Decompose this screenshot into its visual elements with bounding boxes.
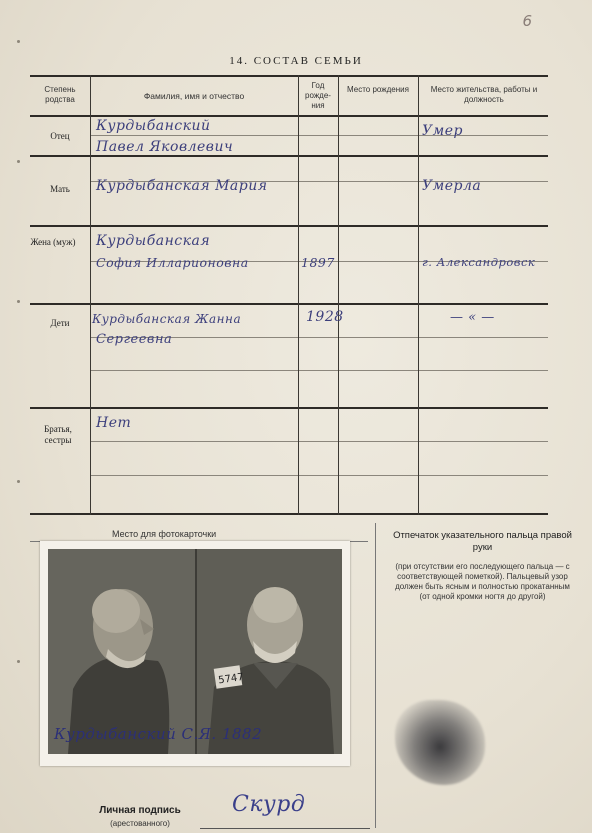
- row-label-father: Отец: [50, 131, 70, 141]
- family-table: [30, 75, 548, 515]
- spouse-surname: Курдыбанская: [96, 233, 211, 249]
- child-residence: — « —: [450, 310, 495, 325]
- margin-dot: [17, 40, 20, 43]
- fingerprint-border: [375, 523, 376, 828]
- fingerprint-instructions: (при отсутствии его последующего пальца — с соответствующей пометкой). Пальцевый узор должен быть ясным и полностью прокатанным (от одной кромки ногтя до другой): [395, 562, 570, 601]
- father-given-names: Павел Яковлевич: [96, 139, 234, 155]
- margin-dot: [17, 300, 20, 303]
- signature-handwriting: Скурд: [232, 792, 306, 817]
- header-birth-year: Год рожде- ния: [305, 81, 331, 110]
- page-number: 6: [522, 12, 532, 30]
- signature-label: Личная подпись: [99, 805, 181, 816]
- mother-name: Курдыбанская Мария: [96, 178, 268, 194]
- mugshot-photo: [40, 541, 350, 766]
- header-full-name: Фамилия, имя и отчество: [143, 91, 245, 101]
- father-surname: Курдыбанский: [96, 118, 211, 134]
- header-birthplace: Место рождения: [347, 85, 409, 94]
- siblings-value: Нет: [96, 415, 132, 431]
- row-label-siblings: Братья, сестры: [44, 424, 72, 445]
- child-birth-year: 1928: [306, 309, 344, 325]
- signature-line: [200, 828, 370, 829]
- signature-sublabel: (арестованного): [110, 819, 170, 828]
- photo-tag-number: 5747: [217, 671, 245, 687]
- margin-dot: [17, 660, 20, 663]
- father-residence: Умер: [422, 123, 463, 139]
- margin-dot: [17, 160, 20, 163]
- photo-inscription: Курдыбанский С.Я. 1882: [54, 725, 263, 743]
- header-residence: Место жительства, работы и должность: [430, 85, 538, 104]
- child-given-names: Сергеевна: [96, 332, 173, 347]
- row-label-mother: Мать: [50, 184, 70, 194]
- fingerprint-impression: [395, 700, 485, 785]
- child-surname: Курдыбанская Жанна: [92, 312, 242, 326]
- spouse-birth-year: 1897: [301, 255, 335, 270]
- row-label-children: Дети: [50, 318, 70, 328]
- mother-residence: Умерла: [422, 178, 482, 194]
- row-label-spouse: Жена (муж): [30, 237, 76, 247]
- spouse-residence: г. Александровск: [422, 255, 536, 269]
- margin-dot: [17, 480, 20, 483]
- photo-divider: [195, 549, 197, 754]
- section-title: 14. СОСТАВ СЕМЬИ: [229, 55, 363, 67]
- photo-caption: Место для фотокарточки: [112, 529, 217, 539]
- fingerprint-title: Отпечаток указательного пальца правой руки: [393, 530, 572, 553]
- spouse-given-names: София Илларионовна: [96, 255, 249, 270]
- photo-image: [48, 549, 342, 754]
- header-relation: Степень родства: [44, 85, 76, 104]
